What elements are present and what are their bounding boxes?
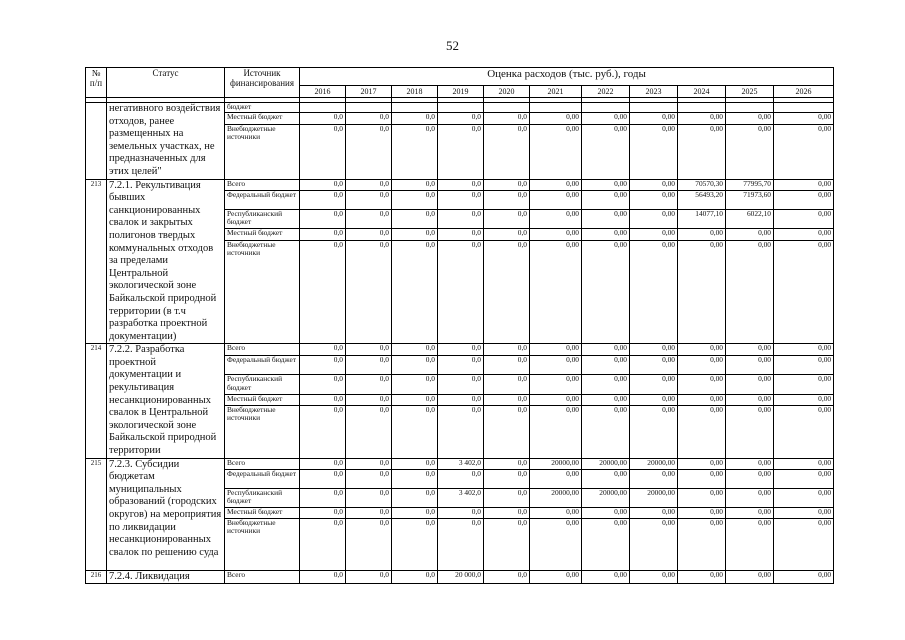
- value-cell-2019: 0,0: [438, 210, 484, 229]
- value-cell-2022: 0,00: [582, 190, 630, 209]
- value-cell-2021: 0,00: [530, 570, 582, 584]
- value-cell-2021: 0,00: [530, 179, 582, 190]
- value-cell-2019: 3 402,0: [438, 458, 484, 469]
- header-year-2021: 2021: [530, 86, 582, 98]
- value-cell-2026: 0,00: [774, 240, 834, 344]
- value-cell-2023: 0,00: [630, 406, 678, 459]
- value-cell-2022: 0,00: [582, 124, 630, 179]
- value-cell-2023: 0,00: [630, 344, 678, 355]
- value-cell-2026: 0,00: [774, 458, 834, 469]
- row-number: [86, 103, 107, 180]
- value-cell-2022: 0,00: [582, 406, 630, 459]
- value-cell-2024: 0,00: [678, 375, 726, 395]
- value-cell-2016: 0,0: [300, 458, 346, 469]
- table-row: [86, 179, 834, 190]
- value-cell-2026: 0,00: [774, 124, 834, 179]
- value-cell-2024: 56493,20: [678, 190, 726, 209]
- value-cell-2021: 0,00: [530, 507, 582, 518]
- value-cell-2022: 0,00: [582, 210, 630, 229]
- value-cell-2023: 0,00: [630, 240, 678, 344]
- value-cell-2024: 0,00: [678, 229, 726, 240]
- value-cell-2021: 0,00: [530, 240, 582, 344]
- table-body: [86, 98, 834, 584]
- value-cell-2021: 0,00: [530, 229, 582, 240]
- value-cell-2022: 0,00: [582, 229, 630, 240]
- value-cell-2016: 0,0: [300, 229, 346, 240]
- value-cell-2021: 0,00: [530, 355, 582, 375]
- value-cell-2022: 20000,00: [582, 488, 630, 507]
- value-cell-2024: [678, 103, 726, 113]
- header-year-2018: 2018: [392, 86, 438, 98]
- value-cell-2026: 0,00: [774, 469, 834, 488]
- value-cell-2019: 0,0: [438, 394, 484, 405]
- value-cell-2018: 0,0: [392, 113, 438, 124]
- value-cell-2016: 0,0: [300, 190, 346, 209]
- value-cell-2019: 0,0: [438, 113, 484, 124]
- value-cell-2024: 0,00: [678, 394, 726, 405]
- source-cell: Местный бюджет: [225, 229, 300, 240]
- value-cell-2017: 0,0: [346, 518, 392, 570]
- status-cell: 7.2.3. Субсидии бюджетам муниципальных образований (городских округов) на мероприятия по ликвидации несанкционированных свалок по решению суда: [107, 458, 225, 570]
- value-cell-2022: 0,00: [582, 507, 630, 518]
- value-cell-2017: 0,0: [346, 394, 392, 405]
- value-cell-2020: 0,0: [484, 210, 530, 229]
- value-cell-2016: [300, 103, 346, 113]
- value-cell-2020: 0,0: [484, 240, 530, 344]
- value-cell-2017: 0,0: [346, 488, 392, 507]
- header-year-2020: 2020: [484, 86, 530, 98]
- value-cell-2020: 0,0: [484, 406, 530, 459]
- source-cell: Всего: [225, 344, 300, 355]
- value-cell-2025: 0,00: [726, 458, 774, 469]
- value-cell-2019: 0,0: [438, 469, 484, 488]
- value-cell-2022: 0,00: [582, 394, 630, 405]
- value-cell-2026: 0,00: [774, 507, 834, 518]
- value-cell-2020: 0,0: [484, 179, 530, 190]
- value-cell-2019: 0,0: [438, 375, 484, 395]
- value-cell-2018: 0,0: [392, 344, 438, 355]
- header-year-2016: 2016: [300, 86, 346, 98]
- value-cell-2017: 0,0: [346, 469, 392, 488]
- value-cell-2017: 0,0: [346, 229, 392, 240]
- value-cell-2022: [582, 103, 630, 113]
- value-cell-2026: 0,00: [774, 344, 834, 355]
- header-year-2024: 2024: [678, 86, 726, 98]
- source-cell: Внебюджетные источники: [225, 124, 300, 179]
- value-cell-2023: 0,00: [630, 190, 678, 209]
- value-cell-2018: 0,0: [392, 488, 438, 507]
- value-cell-2016: 0,0: [300, 507, 346, 518]
- value-cell-2024: 0,00: [678, 240, 726, 344]
- value-cell-2026: 0,00: [774, 179, 834, 190]
- table-row: [86, 458, 834, 469]
- value-cell-2016: 0,0: [300, 469, 346, 488]
- value-cell-2016: 0,0: [300, 124, 346, 179]
- value-cell-2026: 0,00: [774, 488, 834, 507]
- value-cell-2025: 0,00: [726, 355, 774, 375]
- source-cell: бюджет: [225, 103, 300, 113]
- value-cell-2021: [530, 103, 582, 113]
- value-cell-2025: 0,00: [726, 570, 774, 584]
- table-row: [86, 570, 834, 584]
- value-cell-2025: 0,00: [726, 124, 774, 179]
- value-cell-2021: 0,00: [530, 406, 582, 459]
- value-cell-2025: 0,00: [726, 488, 774, 507]
- row-number: 213: [86, 179, 107, 344]
- value-cell-2018: 0,0: [392, 570, 438, 584]
- value-cell-2026: 0,00: [774, 570, 834, 584]
- source-cell: Федеральный бюджет: [225, 355, 300, 375]
- value-cell-2019: 0,0: [438, 507, 484, 518]
- value-cell-2019: 0,0: [438, 355, 484, 375]
- value-cell-2018: [392, 103, 438, 113]
- source-cell: Местный бюджет: [225, 507, 300, 518]
- table-row: [86, 344, 834, 355]
- value-cell-2025: 0,00: [726, 240, 774, 344]
- value-cell-2017: 0,0: [346, 190, 392, 209]
- row-number: 214: [86, 344, 107, 458]
- value-cell-2024: 14077,10: [678, 210, 726, 229]
- value-cell-2018: 0,0: [392, 518, 438, 570]
- value-cell-2016: 0,0: [300, 210, 346, 229]
- value-cell-2016: 0,0: [300, 394, 346, 405]
- header-year-2025: 2025: [726, 86, 774, 98]
- value-cell-2017: 0,0: [346, 507, 392, 518]
- value-cell-2020: 0,0: [484, 394, 530, 405]
- source-cell: Федеральный бюджет: [225, 190, 300, 209]
- value-cell-2023: 0,00: [630, 394, 678, 405]
- value-cell-2020: 0,0: [484, 469, 530, 488]
- value-cell-2016: 0,0: [300, 113, 346, 124]
- value-cell-2017: 0,0: [346, 240, 392, 344]
- value-cell-2023: 0,00: [630, 375, 678, 395]
- value-cell-2026: 0,00: [774, 210, 834, 229]
- table-header: [86, 68, 834, 98]
- value-cell-2025: 0,00: [726, 507, 774, 518]
- value-cell-2024: 0,00: [678, 406, 726, 459]
- value-cell-2023: 0,00: [630, 355, 678, 375]
- source-cell: Республиканский бюджет: [225, 210, 300, 229]
- source-cell: Всего: [225, 179, 300, 190]
- value-cell-2020: 0,0: [484, 124, 530, 179]
- source-cell: Внебюджетные источники: [225, 518, 300, 570]
- header-year-2022: 2022: [582, 86, 630, 98]
- header-source: Источник финансирования: [225, 68, 300, 98]
- value-cell-2026: 0,00: [774, 518, 834, 570]
- value-cell-2021: 0,00: [530, 344, 582, 355]
- value-cell-2024: 0,00: [678, 570, 726, 584]
- value-cell-2016: 0,0: [300, 344, 346, 355]
- value-cell-2018: 0,0: [392, 210, 438, 229]
- value-cell-2025: 6022,10: [726, 210, 774, 229]
- table-row: [86, 103, 834, 113]
- value-cell-2019: 0,0: [438, 344, 484, 355]
- value-cell-2021: 20000,00: [530, 488, 582, 507]
- value-cell-2018: 0,0: [392, 240, 438, 344]
- value-cell-2021: 0,00: [530, 518, 582, 570]
- value-cell-2025: 0,00: [726, 113, 774, 124]
- value-cell-2024: 0,00: [678, 344, 726, 355]
- value-cell-2019: 0,0: [438, 190, 484, 209]
- value-cell-2020: 0,0: [484, 375, 530, 395]
- value-cell-2022: 0,00: [582, 375, 630, 395]
- value-cell-2025: 0,00: [726, 375, 774, 395]
- value-cell-2017: 0,0: [346, 344, 392, 355]
- value-cell-2016: 0,0: [300, 355, 346, 375]
- status-cell: негативного воздействия отходов, ранее размещенных на земельных участках, не предназначенных для этих целей": [107, 103, 225, 180]
- row-number: 216: [86, 570, 107, 584]
- value-cell-2022: 0,00: [582, 469, 630, 488]
- value-cell-2016: 0,0: [300, 375, 346, 395]
- value-cell-2019: 0,0: [438, 229, 484, 240]
- value-cell-2023: 0,00: [630, 469, 678, 488]
- value-cell-2020: 0,0: [484, 229, 530, 240]
- value-cell-2022: 0,00: [582, 570, 630, 584]
- value-cell-2018: 0,0: [392, 458, 438, 469]
- source-cell: Внебюджетные источники: [225, 406, 300, 459]
- value-cell-2024: 0,00: [678, 113, 726, 124]
- value-cell-2025: 0,00: [726, 394, 774, 405]
- value-cell-2020: [484, 103, 530, 113]
- value-cell-2019: 0,0: [438, 124, 484, 179]
- status-cell: 7.2.4. Ликвидация: [107, 570, 225, 584]
- source-cell: Всего: [225, 458, 300, 469]
- value-cell-2017: 0,0: [346, 458, 392, 469]
- value-cell-2023: 0,00: [630, 113, 678, 124]
- value-cell-2018: 0,0: [392, 355, 438, 375]
- source-cell: Федеральный бюджет: [225, 469, 300, 488]
- value-cell-2017: 0,0: [346, 179, 392, 190]
- header-year-2019: 2019: [438, 86, 484, 98]
- value-cell-2023: 20000,00: [630, 458, 678, 469]
- value-cell-2022: 0,00: [582, 344, 630, 355]
- source-cell: Республиканский бюджет: [225, 375, 300, 395]
- value-cell-2016: 0,0: [300, 488, 346, 507]
- value-cell-2019: 3 402,0: [438, 488, 484, 507]
- source-cell: Внебюджетные источники: [225, 240, 300, 344]
- value-cell-2018: 0,0: [392, 507, 438, 518]
- value-cell-2017: 0,0: [346, 375, 392, 395]
- value-cell-2018: 0,0: [392, 375, 438, 395]
- page-number: 52: [446, 38, 459, 53]
- value-cell-2025: 0,00: [726, 406, 774, 459]
- value-cell-2018: 0,0: [392, 229, 438, 240]
- value-cell-2023: 0,00: [630, 518, 678, 570]
- value-cell-2026: 0,00: [774, 355, 834, 375]
- value-cell-2021: 0,00: [530, 190, 582, 209]
- source-cell: Республиканский бюджет: [225, 488, 300, 507]
- value-cell-2017: 0,0: [346, 113, 392, 124]
- value-cell-2020: 0,0: [484, 344, 530, 355]
- header-year-2026: 2026: [774, 86, 834, 98]
- value-cell-2021: 0,00: [530, 124, 582, 179]
- value-cell-2023: 0,00: [630, 210, 678, 229]
- value-cell-2016: 0,0: [300, 240, 346, 344]
- value-cell-2026: 0,00: [774, 113, 834, 124]
- header-estimate: Оценка расходов (тыс. руб.), годы: [300, 68, 834, 86]
- value-cell-2024: 0,00: [678, 355, 726, 375]
- status-cell: 7.2.2. Разработка проектной документации и рекультивация несанкционированных свалок в Центральной экологической зоне Байкальской природной территории: [107, 344, 225, 458]
- value-cell-2020: 0,0: [484, 458, 530, 469]
- value-cell-2017: 0,0: [346, 124, 392, 179]
- source-cell: Местный бюджет: [225, 113, 300, 124]
- value-cell-2025: 0,00: [726, 229, 774, 240]
- value-cell-2023: 0,00: [630, 124, 678, 179]
- header-year-2023: 2023: [630, 86, 678, 98]
- value-cell-2026: 0,00: [774, 190, 834, 209]
- value-cell-2023: 0,00: [630, 229, 678, 240]
- value-cell-2019: 0,0: [438, 518, 484, 570]
- value-cell-2021: 0,00: [530, 210, 582, 229]
- value-cell-2025: 0,00: [726, 518, 774, 570]
- value-cell-2017: [346, 103, 392, 113]
- value-cell-2017: 0,0: [346, 406, 392, 459]
- value-cell-2021: 0,00: [530, 469, 582, 488]
- value-cell-2018: 0,0: [392, 394, 438, 405]
- value-cell-2017: 0,0: [346, 570, 392, 584]
- budget-table: [85, 67, 834, 584]
- value-cell-2025: [726, 103, 774, 113]
- value-cell-2016: 0,0: [300, 570, 346, 584]
- value-cell-2024: 0,00: [678, 458, 726, 469]
- value-cell-2020: 0,0: [484, 488, 530, 507]
- value-cell-2016: 0,0: [300, 406, 346, 459]
- value-cell-2026: 0,00: [774, 229, 834, 240]
- value-cell-2022: 0,00: [582, 518, 630, 570]
- value-cell-2026: [774, 103, 834, 113]
- value-cell-2023: 0,00: [630, 570, 678, 584]
- value-cell-2020: 0,0: [484, 507, 530, 518]
- value-cell-2022: 0,00: [582, 179, 630, 190]
- value-cell-2016: 0,0: [300, 518, 346, 570]
- value-cell-2017: 0,0: [346, 210, 392, 229]
- value-cell-2018: 0,0: [392, 179, 438, 190]
- value-cell-2021: 0,00: [530, 375, 582, 395]
- source-cell: Местный бюджет: [225, 394, 300, 405]
- value-cell-2020: 0,0: [484, 518, 530, 570]
- value-cell-2018: 0,0: [392, 124, 438, 179]
- value-cell-2022: 0,00: [582, 240, 630, 344]
- value-cell-2023: 0,00: [630, 507, 678, 518]
- value-cell-2021: 0,00: [530, 113, 582, 124]
- header-num: № п/п: [86, 68, 107, 98]
- source-cell: Всего: [225, 570, 300, 584]
- value-cell-2024: 70570,30: [678, 179, 726, 190]
- value-cell-2023: [630, 103, 678, 113]
- status-cell: 7.2.1. Рекультивация бывших санкционированных свалок и закрытых полигонов твердых коммунальных отходов за пределами Центральной экологической зоне Байкальской природной территории (в т.ч разработка проектной документации): [107, 179, 225, 344]
- row-number: 215: [86, 458, 107, 570]
- value-cell-2026: 0,00: [774, 406, 834, 459]
- value-cell-2018: 0,0: [392, 190, 438, 209]
- value-cell-2018: 0,0: [392, 406, 438, 459]
- value-cell-2019: [438, 103, 484, 113]
- value-cell-2017: 0,0: [346, 355, 392, 375]
- value-cell-2020: 0,0: [484, 355, 530, 375]
- value-cell-2025: 0,00: [726, 469, 774, 488]
- value-cell-2024: 0,00: [678, 488, 726, 507]
- value-cell-2022: 0,00: [582, 355, 630, 375]
- value-cell-2026: 0,00: [774, 394, 834, 405]
- value-cell-2024: 0,00: [678, 518, 726, 570]
- header-year-2017: 2017: [346, 86, 392, 98]
- value-cell-2023: 0,00: [630, 179, 678, 190]
- header-status: Статус: [107, 68, 225, 98]
- value-cell-2019: 0,0: [438, 240, 484, 344]
- value-cell-2022: 0,00: [582, 113, 630, 124]
- value-cell-2018: 0,0: [392, 469, 438, 488]
- value-cell-2025: 71973,60: [726, 190, 774, 209]
- value-cell-2016: 0,0: [300, 179, 346, 190]
- value-cell-2024: 0,00: [678, 469, 726, 488]
- value-cell-2020: 0,0: [484, 570, 530, 584]
- value-cell-2021: 0,00: [530, 394, 582, 405]
- value-cell-2025: 0,00: [726, 344, 774, 355]
- value-cell-2020: 0,0: [484, 190, 530, 209]
- value-cell-2019: 0,0: [438, 406, 484, 459]
- value-cell-2024: 0,00: [678, 124, 726, 179]
- value-cell-2024: 0,00: [678, 507, 726, 518]
- value-cell-2019: 0,0: [438, 179, 484, 190]
- value-cell-2020: 0,0: [484, 113, 530, 124]
- value-cell-2026: 0,00: [774, 375, 834, 395]
- value-cell-2021: 20000,00: [530, 458, 582, 469]
- value-cell-2022: 20000,00: [582, 458, 630, 469]
- value-cell-2023: 20000,00: [630, 488, 678, 507]
- value-cell-2025: 77995,70: [726, 179, 774, 190]
- value-cell-2019: 20 000,0: [438, 570, 484, 584]
